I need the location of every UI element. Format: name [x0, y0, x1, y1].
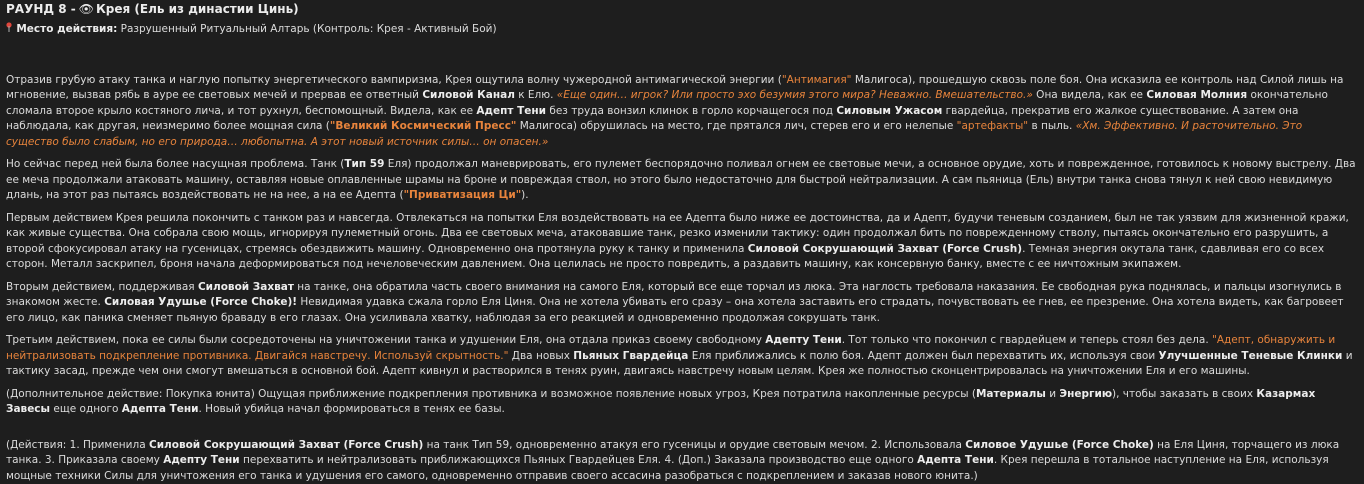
- term: Силовым Ужасом: [836, 105, 942, 117]
- term: Казармах Завесы: [6, 388, 1315, 416]
- paragraph-6: [6, 387, 1358, 418]
- text: Она видела, как ее: [1033, 89, 1147, 101]
- highlight: "Приватизация Ци": [404, 189, 522, 201]
- character-name: Крея (Ель из династии Цинь): [96, 2, 299, 16]
- paragraph-7: [6, 438, 1358, 484]
- thought: «Хм. Эффективно. И расточительно. Это существо было слабым, но его природа… любопытна. А этот новый источник силы… он опасен.»: [6, 120, 1302, 148]
- round-title: [6, 1, 1358, 18]
- text: Но сейчас перед ней была более насущная проблема. Танк (: [6, 158, 344, 170]
- text: Вторым действием, поддерживая: [6, 281, 198, 293]
- text: Невидимая удавка сжала горло Еля Циня. Она не хотела убивать его сразу – она хотела заставить его страдать, почувствовать ее гнев, ее презрение. Она хотела видеть, как багровеет его лицо, как паника сменяет пьяную браваду в его глазах. Она усиливала хватку, наблюдая за его реакцией и одновременно продолжая сокрушать танк.: [6, 296, 1344, 324]
- text: на танке, она обратила часть своего внимания на самого Еля, который все еще торчал из люка. Эта наглость требовала наказания. Ее свободная рука поднялась, и пальцы изогнулись в знакомом жесте.: [6, 281, 1341, 309]
- text: окончательно сломала второе крыло костяного лича, и тот рухнул, беспомощный. Видела, как ее: [6, 89, 1328, 117]
- text: . Тот только что покончил с гвардейцем и теперь стоял без дела.: [842, 334, 1212, 346]
- location-text: Разрушенный Ритуальный Алтарь (Контроль: Крея - Активный Бой): [121, 23, 497, 35]
- term: Адепту Тени: [163, 454, 239, 466]
- term: Адепта Тени: [917, 454, 994, 466]
- term: Улучшенные Теневые Клинки: [1159, 350, 1343, 362]
- text: и: [1046, 388, 1060, 400]
- thought: «Еще один… игрок? Или просто эхо безумия этого мира? Неважно. Вмешательство.»: [557, 89, 1033, 101]
- term: Силовая Молния: [1146, 89, 1247, 101]
- text: в пыль.: [1028, 120, 1076, 132]
- text: Малигоса) обрушилась на место, где прятался лич, стерев его и его нелепые: [516, 120, 956, 132]
- text: и тактику засад, прежде чем они смогут вмешаться в основной бой. Адепт кивнул и растворился в тенях руин, двигаясь навстречу новым целям. Крея же полностью сконцентрировалась на уничтожении Еля и его машины.: [6, 350, 1353, 378]
- term: Силовой Сокрушающий Захват (Force Crush): [149, 439, 423, 451]
- spacer: [6, 425, 1358, 438]
- text: гвардейца, прекратив его жалкое существование. А затем она наблюдала, как другая, неизмеримо более мощная сила (: [6, 105, 1298, 133]
- text: . Новый убийца начал формироваться в тенях ее базы.: [199, 403, 505, 415]
- text: (Дополнительное действие: Покупка юнита) Ощущая приближение подкрепления противника и возможное появление новых угроз, Крея потратила накопленные ресурсы (: [6, 388, 976, 400]
- term: Энергию: [1059, 388, 1112, 400]
- paragraph-3: [6, 211, 1358, 273]
- highlight: "артефакты": [957, 120, 1029, 132]
- highlight: "Адепт, обнаружить и нейтрализовать подкрепление противника. Двигайся навстречу. Используй скрытность.": [6, 334, 1335, 362]
- text: Малигоса), прошедшую сквозь поле боя. Она исказила ее контроль над Силой лишь на мгновение, вызвав рябь в ауре ее световых мечей и прервав ее ответный: [6, 74, 1343, 102]
- text: еще одного: [50, 403, 122, 415]
- location-line: [6, 22, 1358, 38]
- text: Еля приближались к полю боя. Адепт должен был перехватить их, используя свои: [688, 350, 1158, 362]
- term: Силовой Сокрушающий Захват (Force Crush): [748, 243, 1022, 255]
- paragraph-4: [6, 280, 1358, 327]
- text: Отразив грубую атаку танка и наглую попытку энергетического вампиризма, Крея ощутила волну чужеродной антимагической энергии (: [6, 74, 782, 86]
- round-label: РАУНД 8 -: [6, 2, 76, 16]
- highlight: "Великий Космический Пресс": [330, 120, 517, 132]
- text: (Действия: 1. Применила: [6, 439, 149, 451]
- term: Адепт Тени: [476, 105, 546, 117]
- term: Пьяных Гвардейца: [573, 350, 688, 362]
- text: к Елю.: [515, 89, 557, 101]
- text: перехватить и нейтрализовать приближающихся Пьяных Гвардейцев Еля. 4. (Доп.) Заказала производство еще одного: [240, 454, 917, 466]
- text: ), чтобы заказать в своих: [1112, 388, 1256, 400]
- text: на танк Тип 59, одновременно атакуя его гусеницы и орудие световым мечом. 2. Использовала: [423, 439, 965, 451]
- paragraph-2: [6, 157, 1358, 204]
- text: . Темная энергия окутала танк, сдавливая его со всех сторон. Металл заскрипел, броня начала деформироваться под нечеловеческим давлением. Она целилась не просто повредить, а раздавить машину, как консервную банку, вместе с ее ничтожным экипажем.: [6, 243, 1324, 271]
- text: ).: [521, 189, 528, 201]
- paragraph-1: [6, 73, 1358, 151]
- term: Адепту Тени: [765, 334, 841, 346]
- term: Силовое Удушье (Force Choke): [965, 439, 1154, 451]
- text: Еля) продолжал маневрировать, его пулемет беспорядочно поливал огнем ее световые мечи, а основное орудие, хоть и поврежденное, готовилось к новому выстрелу. Два ее меча продолжали атаковать машину, оставляя новые оплавленные шрамы на броне и повреждая ствол, но этого было недостаточно для быстрой нейтрализации. А сам пьяница (Ель) внутри танка снова тянул к ней свою невидимую длань, на этот раз пытаясь воздействовать не на нее, а на ее Адепта (: [6, 158, 1356, 201]
- text: Третьим действием, пока ее силы были сосредоточены на уничтожении танка и удушении Еля, она отдала приказ своему свободному: [6, 334, 765, 346]
- term: Материалы: [976, 388, 1046, 400]
- text: без труда вонзил клинок в горло корчащегося под: [546, 105, 836, 117]
- eye-icon: 👁: [79, 1, 94, 18]
- text: Первым действием Крея решила покончить с танком раз и навсегда. Отвлекаться на попытки Еля воздействовать на ее Адепта было ниже ее достоинства, да и Адепт, будучи теневым созданием, был не так уязвим для жизненной кражи, как живые существа. Она собрала свою мощь, игнорируя пулеметный огонь. Два ее световых меча, атаковавшие танк, резко изменили тактику: один продолжал бить по поврежденному стволу, пытаясь окончательно его разрушить, а второй сфокусировал атаку на гусеницах, стремясь обездвижить машину. Одновременно она протянула руку к танку и применила: [6, 212, 1349, 255]
- text: на Еля Циня, торчащего из люка танка. 3. Приказала своему: [6, 439, 1339, 467]
- text: Два новых: [508, 350, 573, 362]
- term: Силовой Канал: [422, 89, 515, 101]
- location-label: Место действия:: [16, 23, 117, 35]
- pin-icon: [6, 22, 13, 38]
- term: Адепта Тени: [122, 403, 199, 415]
- highlight: "Антимагия": [782, 74, 852, 86]
- text: . Крея перешла в тотальное наступление на Еля, используя мощные техники Силы для уничтожения его танка и удушения его самого, одновременно отправив своего ассасина разобраться с подкреплением и заказав нового юнита.): [6, 454, 1329, 482]
- term: Тип 59: [344, 158, 384, 170]
- paragraph-5: [6, 333, 1358, 380]
- term: Силовая Удушье (Force Choke)!: [104, 296, 297, 308]
- term: Силовой Захват: [198, 281, 294, 293]
